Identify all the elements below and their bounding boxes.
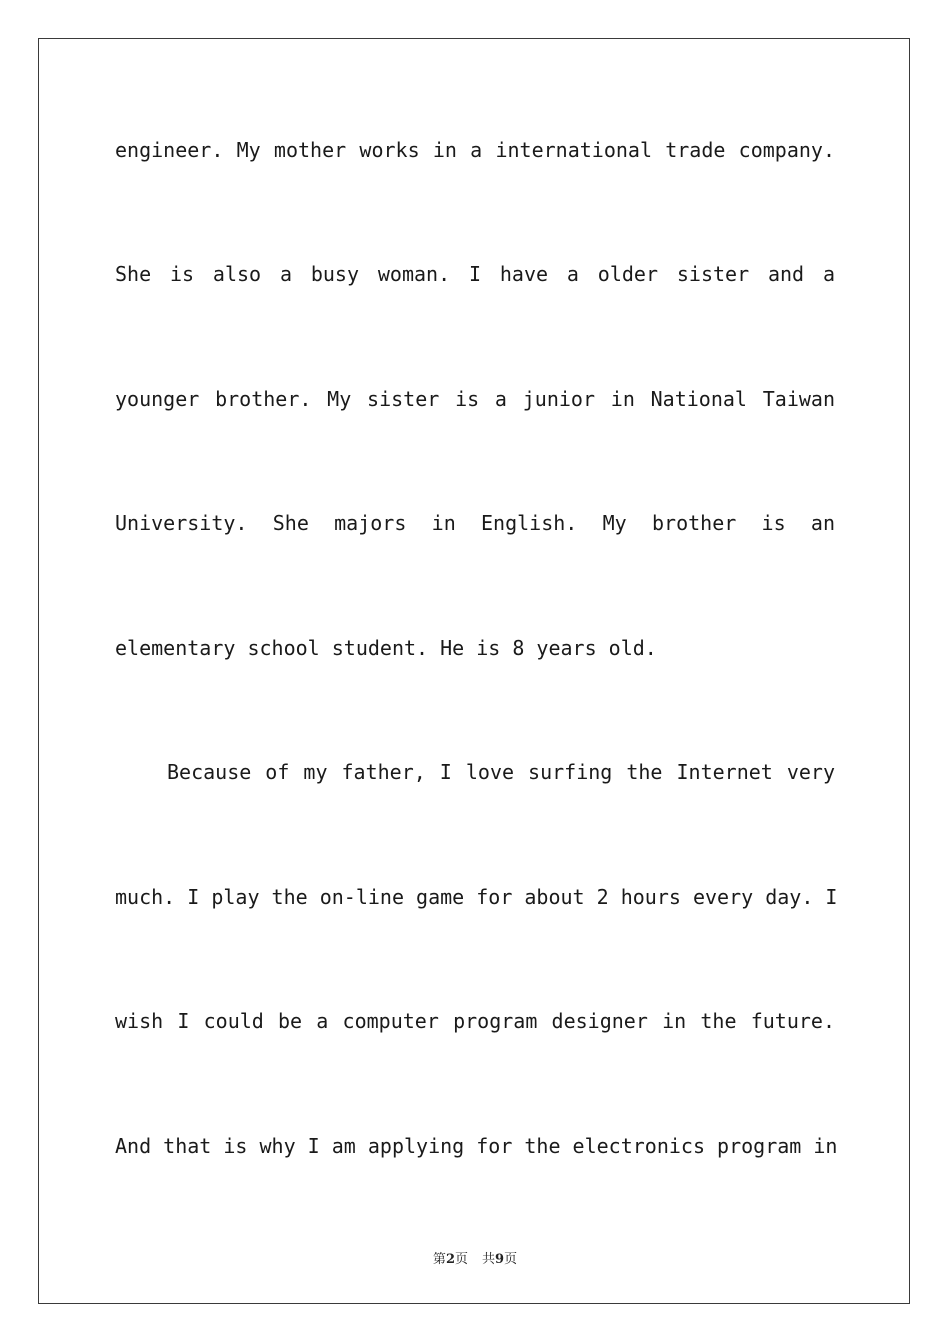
text-line-3: younger brother. My sister is a junior in National Taiwan [115, 387, 835, 411]
page-suffix: 页 [454, 1252, 468, 1267]
text-line-5: elementary school student. He is 8 years old. [115, 636, 657, 660]
text-line-1: engineer. My mother works in a international trade company. [115, 138, 835, 162]
total-prefix: 共 [482, 1252, 496, 1267]
text-line-7: much. I play the on-line game for about 2 hours every day. I [115, 885, 838, 909]
text-line-4: University. She majors in English. My brother is an [115, 511, 835, 535]
page-prefix: 第 [432, 1252, 446, 1267]
text-line-9: And that is why I am applying for the electronics program in [115, 1134, 838, 1158]
paragraph-start-line: Because of my father, I love surfing the Internet very [167, 760, 835, 784]
page-footer [0, 1248, 950, 1267]
text-line-8: wish I could be a computer program designer in the future. [115, 1009, 835, 1033]
page-border [38, 38, 910, 1304]
page-number: 2 [445, 1252, 455, 1267]
total-suffix: 页 [504, 1252, 518, 1267]
total-pages: 9 [495, 1252, 505, 1267]
text-line-2: She is also a busy woman. I have a older sister and a [115, 262, 835, 286]
